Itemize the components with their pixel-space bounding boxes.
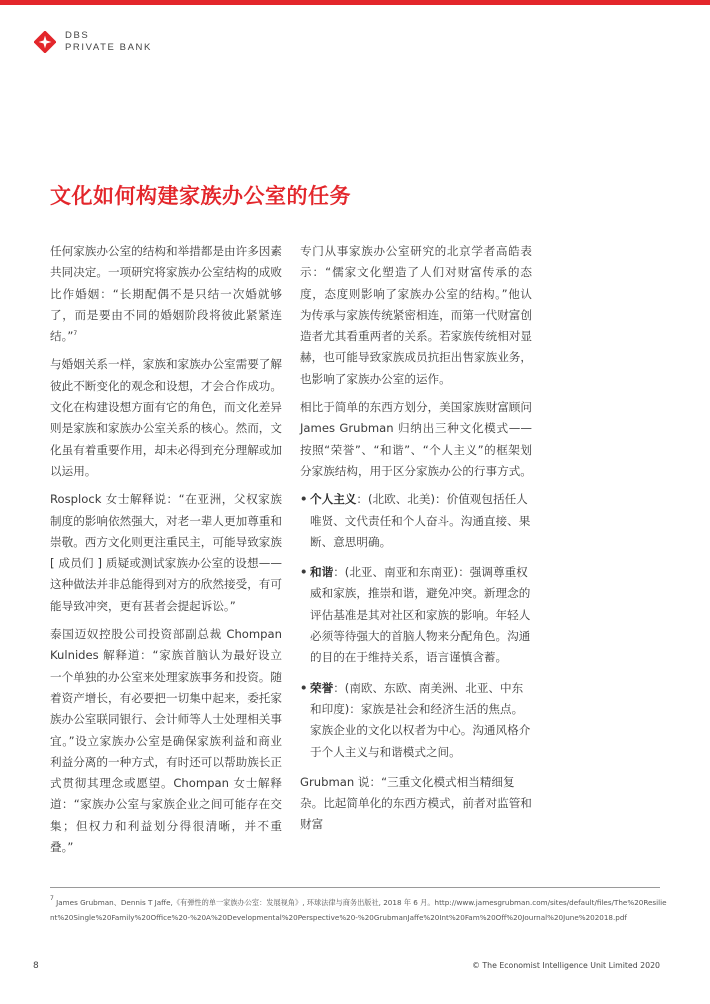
logo-text [65, 30, 152, 54]
bullet-icon: • [300, 492, 308, 507]
paragraph: Rosplock 女士解释说：“在亚洲，父权家族制度的影响依然强大，对老一辈人更加尊重和崇敬。西方文化则更注重民主，可能导致家族 [ 成员们 ] 质疑或测试家族办公室的设想——这种做法并非总能得到对方的欣然接受，有可能导致冲突，更有甚者会提起诉讼。” [50, 492, 282, 613]
footnote-marker: 7 [50, 895, 54, 902]
bullet-icon: • [300, 680, 308, 695]
bullet-icon: • [300, 565, 308, 580]
left-column [50, 241, 282, 865]
top-accent-bar [0, 0, 710, 5]
paragraph: 相比于简单的东西方划分，美国家族财富顾问 James Grubman 归纳出三种文化模式——按照“荣誉”、“和谐”、“个人主义”的框架划分家族结构，用于区分家族办公的行事方式。 [300, 400, 532, 478]
paragraph: 泰国迈奴控股公司投资部副总裁 Chompan Kulnides 解释道：“家族首脑认为最好设立一个单独的办公室来处理家族事务和投资。随着资产增长，有必要把一切集中起来，委托家族办公室联同银行、会计师等人士处理相关事宜。”设立家族办公室是确保家族利益和商业利益分离的一种方式，有时还可以帮助族长正式贯彻其理念或愿望。Chompan 女士解释道：“家族办公室与家族企业之间可能存在交集；但权力和利益划分得很清晰，并不重叠。” [50, 627, 282, 855]
page-number: 8 [33, 961, 39, 971]
paragraph: 与婚姻关系一样，家族和家族办公室需要了解彼此不断变化的观念和设想，才会合作成功。文化在构建设想方面有它的角色，而文化差异则是家族和家族办公室关系的核心。然而，文化虽有着重要作用，却未必得到充分理解或加以运用。 [50, 357, 282, 478]
paragraph: Grubman 说：“三重文化模式相当精细复杂。比起简单化的东西方模式，前者对监管和财富 [300, 774, 532, 832]
logo-line-1: DBS [65, 30, 90, 41]
bullet-term: 荣誉 [310, 680, 334, 695]
logo-line-2: PRIVATE BANK [65, 42, 152, 53]
bullet-term: 和谐 [310, 565, 334, 580]
copyright: © The Economist Intelligence Unit Limited 2020 [472, 961, 660, 970]
list-item [300, 489, 532, 553]
footnote-ref: 7 [73, 330, 78, 338]
paragraph: 专门从事家族办公室研究的北京学者高皓表示：“儒家文化塑造了人们对财富传承的态度，态度则影响了家族办公室的结构。”他认为传承与家族传统紧密相连，而第一代财富创造者尤其看重两者的关系。若家族传统相对显赫，也可能导致家族成员抗拒出售家族业务，也影响了家族办公室的运作。 [300, 244, 532, 386]
paragraph: 任何家族办公室的结构和举措都是由许多因素共同决定。一项研究将家族办公室结构的成败比作婚姻：“长期配偶不是只结一次婚就够了，而是要由不同的婚姻阶段将彼此紧紧连结。”$^7$ [50, 244, 282, 344]
footnote-text: James Grubman、Dennis T Jaffe,《有弹性的单一家族办公室：发展视角》, 环球法律与商务出版社, 2018 年 6 月。http://www.jamesgrubman.com/sites/default/files/The%20Resilient%20Single%20Family%20Office%20-%20A%20Developmental%20Perspective%20-%20GrubmanJaffe%20Int%20Fam%20Off%20Journal%20June%202018.pdf [50, 898, 667, 922]
section-title: 文化如何构建家族办公室的任务 [50, 184, 351, 208]
dbs-star-icon [34, 31, 56, 53]
dbs-logo [34, 30, 152, 54]
bullet-text: ：(北亚、南亚和东南亚)：强调尊重权威和家族，推崇和谐，避免冲突。新理念的评估基准是其对社区和家族的影响。年轻人必须等待强大的首脑人物来分配角色。沟通的目的在于维持关系，语言谨慎含蓄。 [310, 565, 531, 665]
list-item [300, 678, 532, 763]
list-item [300, 562, 532, 668]
footnote-divider [50, 887, 660, 888]
footnote [50, 895, 670, 925]
bullet-text: ：(南欧、东欧、南美洲、北亚、中东和印度)：家族是社会和经济生活的焦点。家族企业的文化以权者为中心。沟通风格介于个人主义与和谐模式之间。 [310, 680, 531, 759]
right-column [300, 241, 532, 843]
bullet-term: 个人主义 [310, 492, 357, 507]
bullet-text: ：(北欧、北美)：价值观包括任人唯贤、文代责任和个人奋斗。沟通直接、果断、意思明确。 [310, 492, 531, 549]
